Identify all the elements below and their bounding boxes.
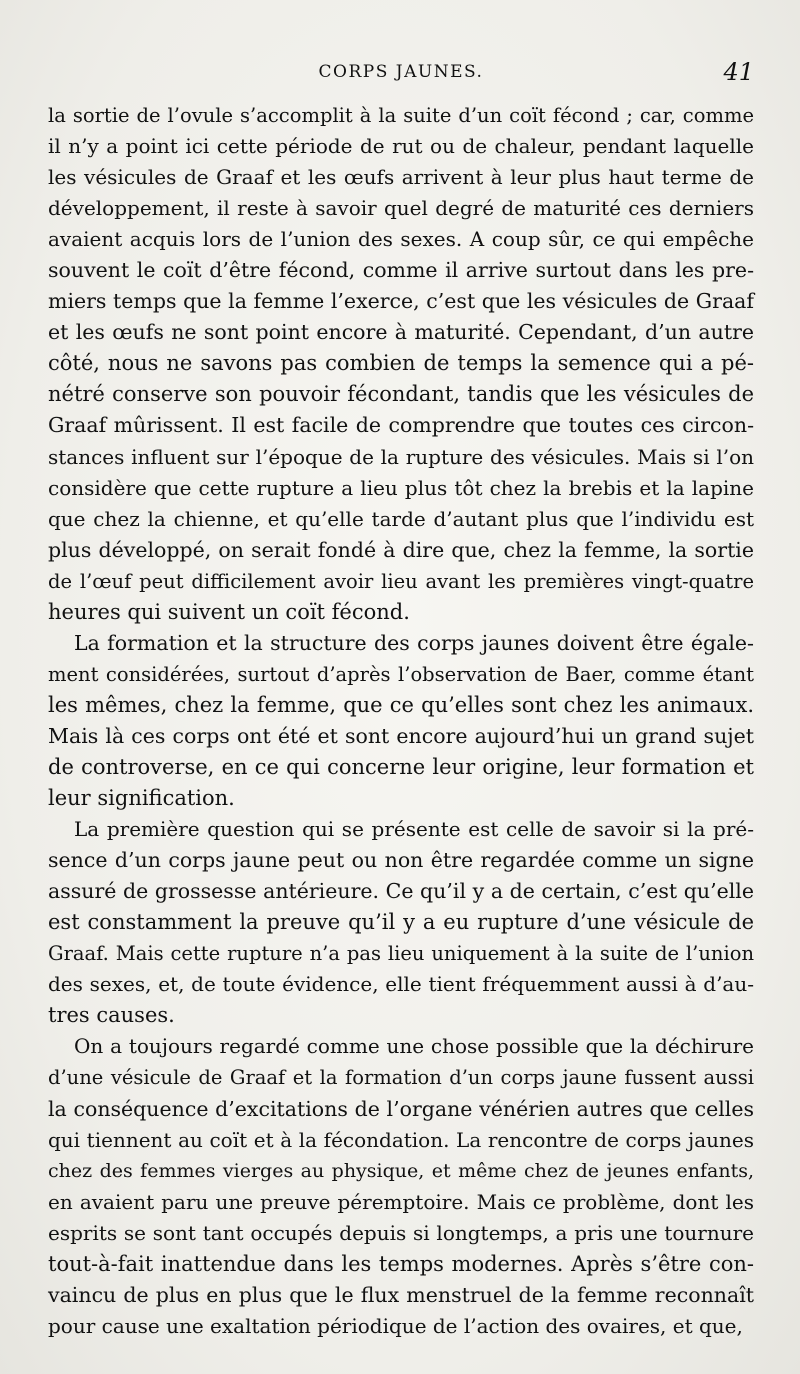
text-line: en avaient paru une preuve péremptoire. Mais ce problème, dont les [48,1189,754,1214]
text-line: tres causes. [48,1003,175,1028]
text-line: On a toujours regardé comme une chose possible que la déchirure [74,1034,754,1059]
text-line: chez des femmes vierges au physique, et même chez de jeunes enfants, [48,1159,754,1182]
text-line: leur signification. [48,786,235,811]
text-line: pour cause une exaltation périodique de l’action des ovaires, et que, [48,1313,743,1338]
text-line: heures qui suivent un coït fécond. [48,599,410,624]
text-line: d’une vésicule de Graaf et la formation d’un corps jaune fussent aussi [48,1066,754,1090]
text-line: considère que cette rupture a lieu plus tôt chez la brebis et la lapine [48,475,754,500]
text-line: la conséquence d’excitations de l’organe vénérien autres que celles [48,1096,754,1121]
text-line: ment considérées, surtout d’après l’observation de Baer, comme étant [48,662,754,686]
text-line: Graaf. Mais cette rupture n’a pas lieu uniquement à la suite de l’union [48,942,754,966]
text-line: sence d’un corps jaune peut ou non être regardée comme un signe [48,848,754,873]
text-line: plus développé, on serait fondé à dire que, chez la femme, la sortie [48,537,754,562]
text-line: de controverse, en ce qui concerne leur origine, leur formation et [48,754,754,779]
text-line: vaincu de plus en plus que le flux menstruel de la femme reconnaît [48,1282,754,1307]
text-line: souvent le coït d’être fécond, comme il arrive surtout dans les pre- [48,258,754,283]
text-line: et les œufs ne sont point encore à maturité. Cependant, d’un autre [48,320,754,345]
body-text [48,100,754,1342]
running-title: CORPS JAUNES. [318,62,484,82]
text-line: miers temps que la femme l’exerce, c’est que les vésicules de Graaf [48,289,754,314]
text-line: Mais là ces corps ont été et sont encore aujourd’hui un grand sujet [48,723,754,748]
text-line: La première question qui se présente est celle de savoir si la pré- [74,817,754,842]
paragraph [48,100,754,628]
text-line: esprits se sont tant occupés depuis si longtemps, a pris une tournure [48,1220,754,1245]
paragraph [48,814,754,1031]
text-line: la sortie de l’ovule s’accomplit à la suite d’un coït fécond ; car, comme [48,104,754,127]
text-line: Graaf mûrissent. Il est facile de comprendre que toutes ces circon- [48,413,754,438]
text-line: il n’y a point ici cette période de rut ou de chaleur, pendant laquelle [48,134,754,159]
text-line: tout-à-fait inattendue dans les temps modernes. Après s’être con- [48,1251,754,1276]
running-head [48,58,754,88]
text-line: de l’œuf peut difficilement avoir lieu avant les premières vingt-quatre [48,569,754,593]
text-line: les vésicules de Graaf et les œufs arrivent à leur plus haut terme de [48,165,754,190]
text-line: assuré de grossesse antérieure. Ce qu’il y a de certain, c’est qu’elle [48,879,754,904]
page-number: 41 [723,58,754,86]
text-line: est constamment la preuve qu’il y a eu rupture d’une vésicule de [48,910,754,935]
paragraph [48,1031,754,1341]
text-line: stances influent sur l’époque de la rupture des vésicules. Mais si l’on [48,444,754,469]
text-line: que chez la chienne, et qu’elle tarde d’autant plus que l’individu est [48,506,754,531]
text-line: qui tiennent au coït et à la fécondation. La rencontre de corps jaunes [48,1127,754,1152]
paragraph [48,628,754,814]
text-line: La formation et la structure des corps jaunes doivent être égale- [74,630,754,655]
text-line: côté, nous ne savons pas combien de temps la semence qui a pé- [48,351,754,376]
text-line: développement, il reste à savoir quel degré de maturité ces derniers [48,196,754,221]
text-line: avaient acquis lors de l’union des sexes. A coup sûr, ce qui empêche [48,227,754,252]
text-line: des sexes, et, de toute évidence, elle tient fréquemment aussi à d’au- [48,972,754,997]
text-line: les mêmes, chez la femme, que ce qu’elles sont chez les animaux. [48,692,754,717]
text-line: nétré conserve son pouvoir fécondant, tandis que les vésicules de [48,382,754,407]
